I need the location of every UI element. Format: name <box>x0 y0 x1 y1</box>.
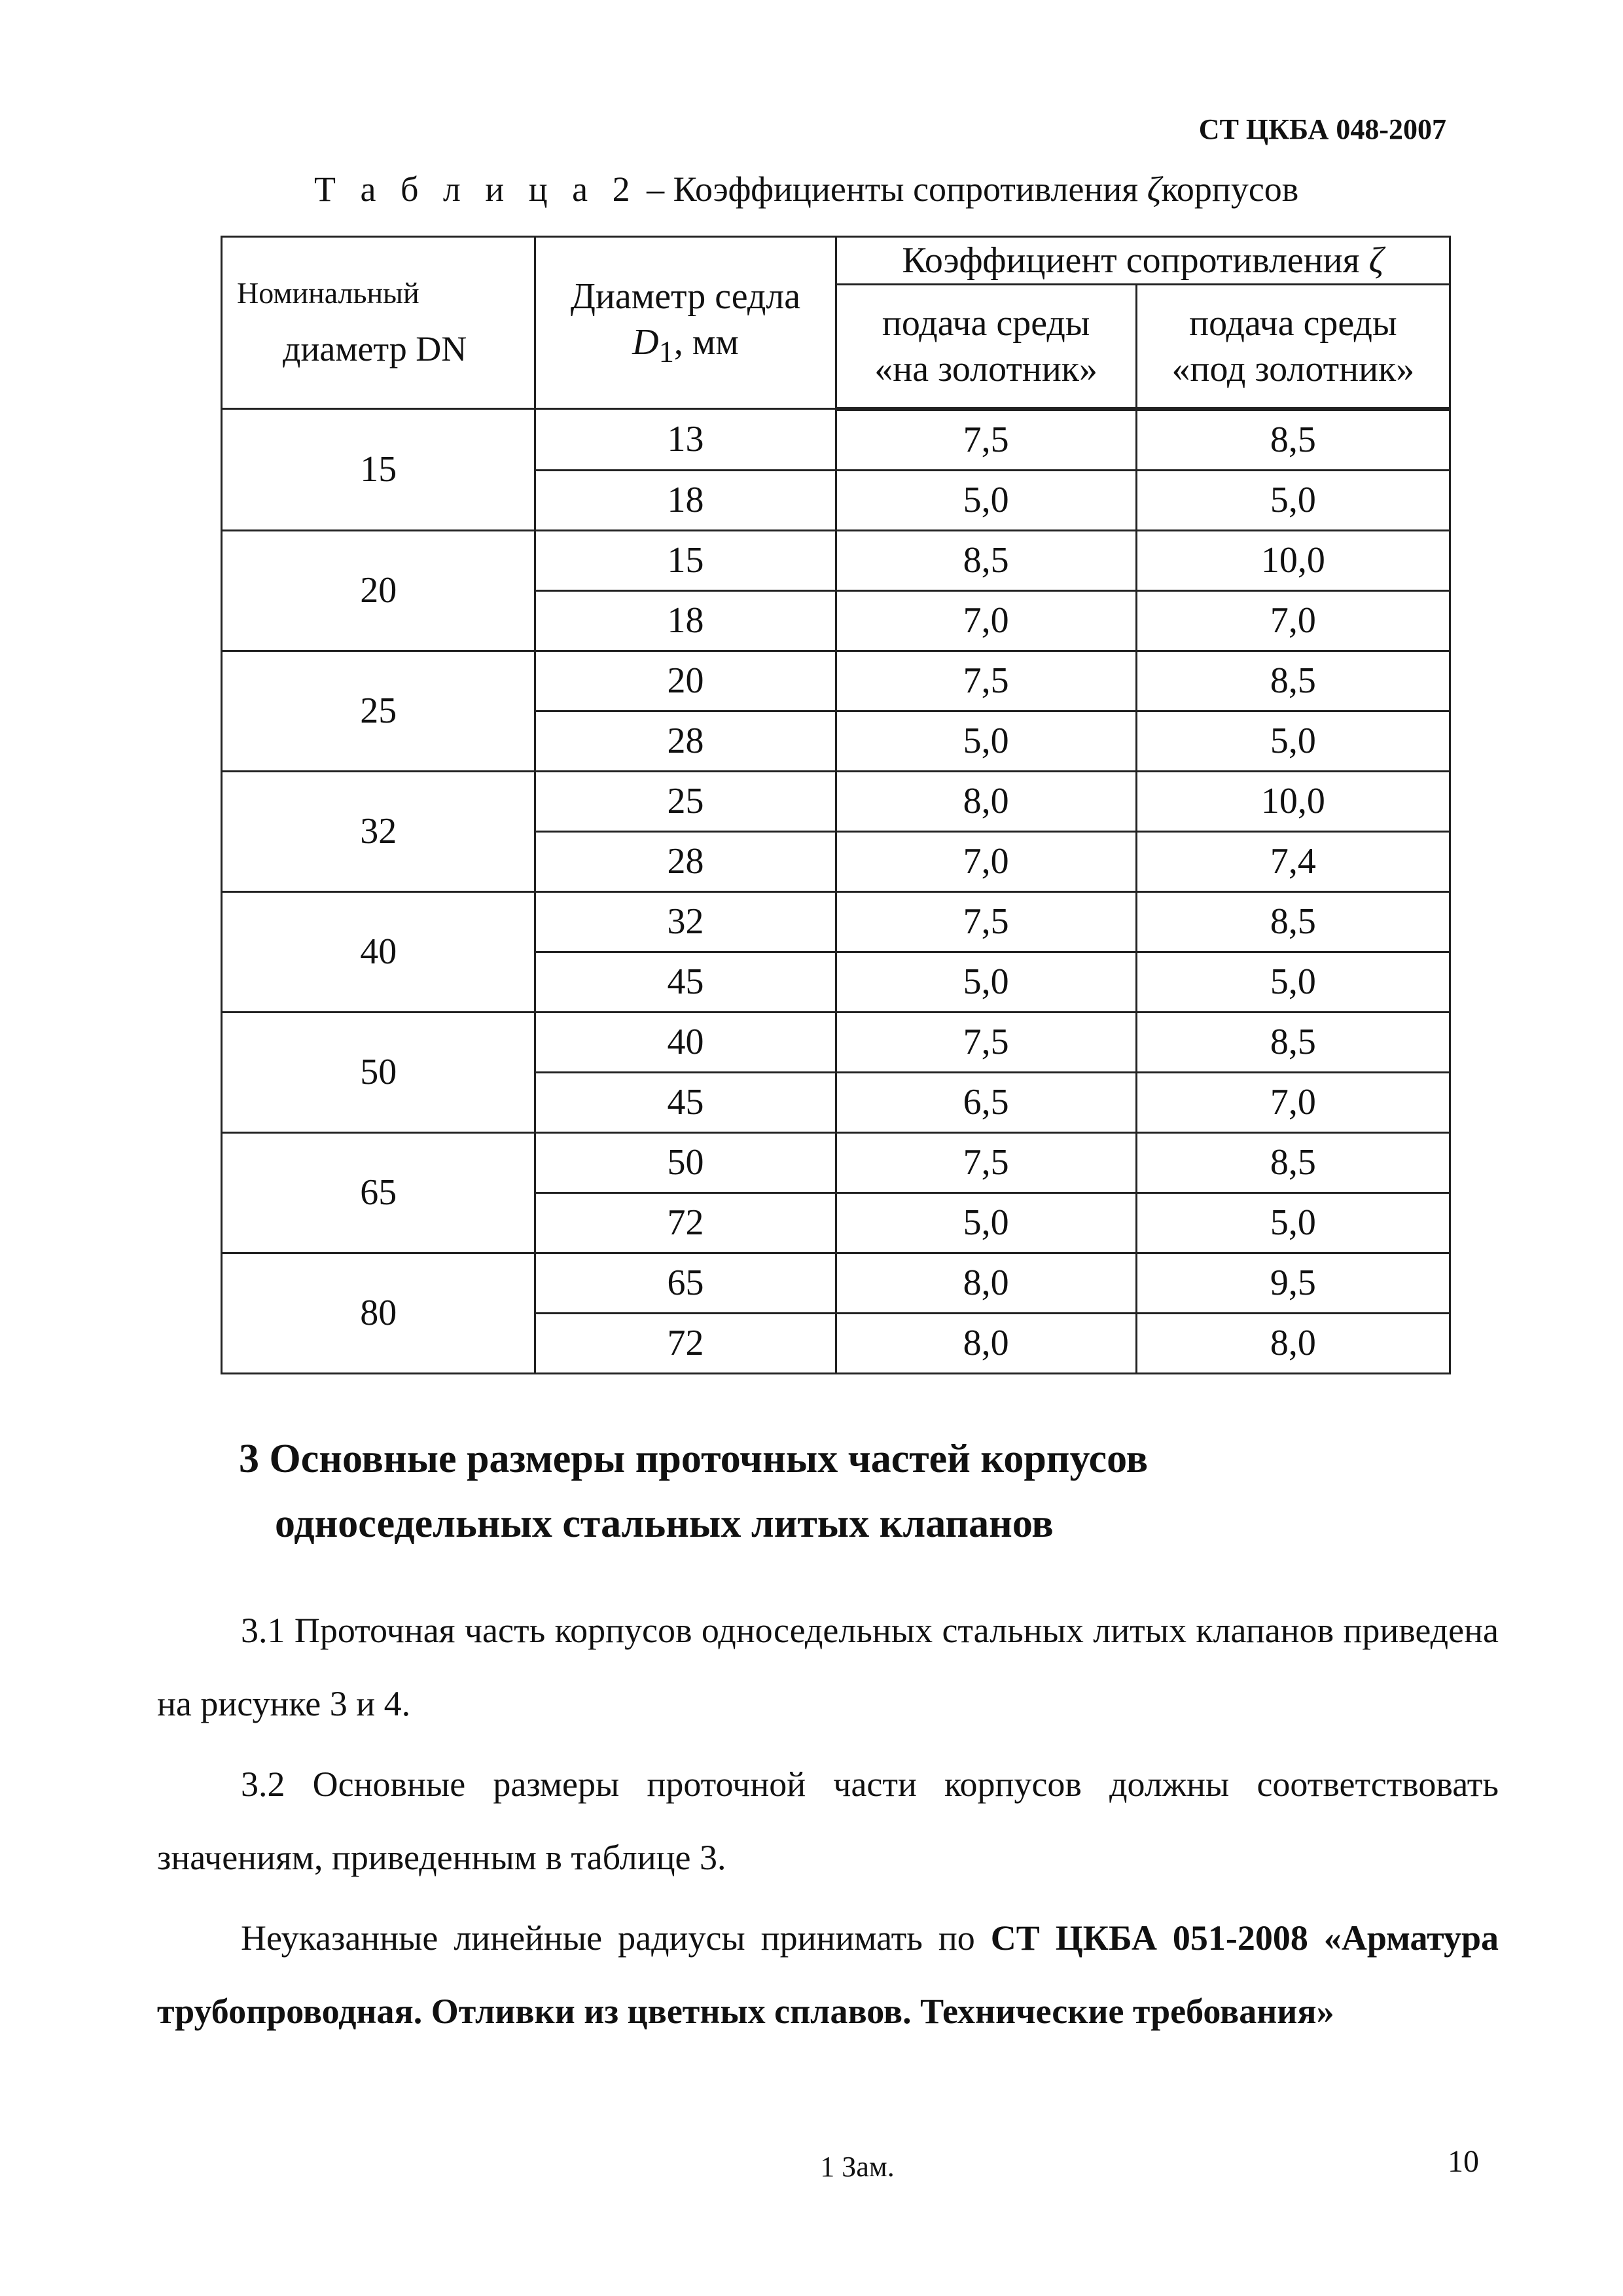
coef-under-cell: 8,5 <box>1136 1012 1450 1072</box>
coef-under-cell: 8,5 <box>1136 409 1450 471</box>
table-row <box>222 891 1450 952</box>
dn-cell: 50 <box>222 1012 535 1132</box>
table-row <box>222 409 1450 471</box>
seat-diameter-cell: 25 <box>535 771 836 831</box>
header-nominal-diameter: Номинальный диаметр DN <box>222 237 535 409</box>
coef-on-cell: 7,0 <box>836 831 1136 891</box>
coef-on-cell: 5,0 <box>836 711 1136 771</box>
coef-under-cell: 5,0 <box>1136 711 1450 771</box>
table-row <box>222 771 1450 831</box>
coef-under-cell: 7,0 <box>1136 590 1450 651</box>
coef-on-cell: 5,0 <box>836 952 1136 1012</box>
paragraph-3-2 <box>157 1748 1499 1894</box>
table-row <box>222 1012 1450 1072</box>
dn-cell: 20 <box>222 530 535 651</box>
coef-under-cell: 9,5 <box>1136 1253 1450 1313</box>
coef-on-cell: 7,5 <box>836 891 1136 952</box>
seat-diameter-cell: 28 <box>535 831 836 891</box>
seat-diameter-cell: 65 <box>535 1253 836 1313</box>
header-flow-on-plug: подача среды «на золотник» <box>836 285 1136 409</box>
coef-on-cell: 8,0 <box>836 771 1136 831</box>
seat-diameter-cell: 18 <box>535 470 836 530</box>
seat-diameter-cell: 40 <box>535 1012 836 1072</box>
section-title-line1: 3 Основные размеры проточных частей корпусов <box>239 1437 1149 1481</box>
table-row <box>222 651 1450 711</box>
seat-diameter-cell: 28 <box>535 711 836 771</box>
seat-diameter-cell: 72 <box>535 1193 836 1253</box>
dn-cell: 32 <box>222 771 535 891</box>
coef-on-cell: 8,0 <box>836 1253 1136 1313</box>
coef-on-cell: 7,5 <box>836 409 1136 471</box>
change-note: 1 Зам. <box>820 2151 895 2183</box>
coef-on-cell: 7,5 <box>836 1012 1136 1072</box>
seat-diameter-cell: 15 <box>535 530 836 590</box>
seat-diameter-cell: 72 <box>535 1313 836 1373</box>
table-row <box>222 1132 1450 1193</box>
coef-on-cell: 8,5 <box>836 530 1136 590</box>
seat-diameter-cell: 45 <box>535 952 836 1012</box>
dn-cell: 80 <box>222 1253 535 1373</box>
seat-diameter-cell: 18 <box>535 590 836 651</box>
table-caption <box>314 169 1298 209</box>
coef-under-cell: 10,0 <box>1136 530 1450 590</box>
table-row <box>222 530 1450 590</box>
coef-under-cell: 8,0 <box>1136 1313 1450 1373</box>
section-title-line2: односедельных стальных литых клапанов <box>275 1501 1054 1547</box>
zeta-symbol: ζ <box>1147 170 1162 209</box>
document-code: СТ ЦКБА 048-2007 <box>1198 113 1446 145</box>
paragraph-3-1-text: 3.1 Проточная часть корпусов односедельных стальных литых клапанов приведена на рисунке 3 и 4. <box>157 1611 1499 1723</box>
coef-under-cell: 8,5 <box>1136 891 1450 952</box>
coef-on-cell: 5,0 <box>836 1193 1136 1253</box>
resistance-coefficient-table <box>221 236 1451 1374</box>
page-number: 10 <box>1448 2144 1479 2179</box>
seat-symbol: D <box>632 322 659 363</box>
table-caption-text: – Коэффициенты сопротивления <box>637 170 1147 209</box>
paragraph-3-1 <box>157 1594 1499 1740</box>
coef-under-cell: 5,0 <box>1136 1193 1450 1253</box>
table-row <box>222 1253 1450 1313</box>
paragraph-3-2-text: 3.2 Основные размеры проточной части корпусов должны соответствовать значениям, приведенным в таблице 3. <box>157 1765 1499 1877</box>
coef-under-cell: 8,5 <box>1136 651 1450 711</box>
coef-on-cell: 7,5 <box>836 651 1136 711</box>
coef-on-cell: 5,0 <box>836 470 1136 530</box>
coef-under-cell: 7,4 <box>1136 831 1450 891</box>
seat-diameter-cell: 32 <box>535 891 836 952</box>
coef-on-cell: 7,5 <box>836 1132 1136 1193</box>
coef-under-cell: 5,0 <box>1136 952 1450 1012</box>
header-flow-under-plug: подача среды «под золотник» <box>1136 285 1450 409</box>
paragraph-radii-text: Неуказанные линейные радиусы принимать по <box>241 1918 991 1958</box>
coef-under-cell: 7,0 <box>1136 1072 1450 1132</box>
seat-diameter-cell: 50 <box>535 1132 836 1193</box>
seat-diameter-cell: 45 <box>535 1072 836 1132</box>
coef-on-cell: 7,0 <box>836 590 1136 651</box>
paragraph-radii-note <box>157 1901 1499 2048</box>
table-body <box>222 409 1450 1374</box>
section-title <box>239 1427 1148 1556</box>
coef-under-cell: 10,0 <box>1136 771 1450 831</box>
header-seat-diameter: Диаметр седла $D_1$, мм <box>535 237 836 409</box>
referenced-standard: СТ ЦКБА 051-2008 «Арматура трубопроводная. Отливки из цветных сплавов. Технические требования» <box>157 1918 1499 2031</box>
dn-cell: 65 <box>222 1132 535 1253</box>
table-caption-suffix: корпусов <box>1161 170 1299 209</box>
seat-diameter-cell: 13 <box>535 409 836 471</box>
seat-diameter-cell: 20 <box>535 651 836 711</box>
coef-under-cell: 5,0 <box>1136 470 1450 530</box>
coef-on-cell: 8,0 <box>836 1313 1136 1373</box>
header-resistance-coefficient: Коэффициент сопротивления ζ <box>836 237 1450 285</box>
dn-cell: 15 <box>222 409 535 531</box>
table-caption-label: Т а б л и ц а 2 <box>314 170 638 209</box>
dn-cell: 40 <box>222 891 535 1012</box>
coef-on-cell: 6,5 <box>836 1072 1136 1132</box>
dn-cell: 25 <box>222 651 535 771</box>
coef-under-cell: 8,5 <box>1136 1132 1450 1193</box>
